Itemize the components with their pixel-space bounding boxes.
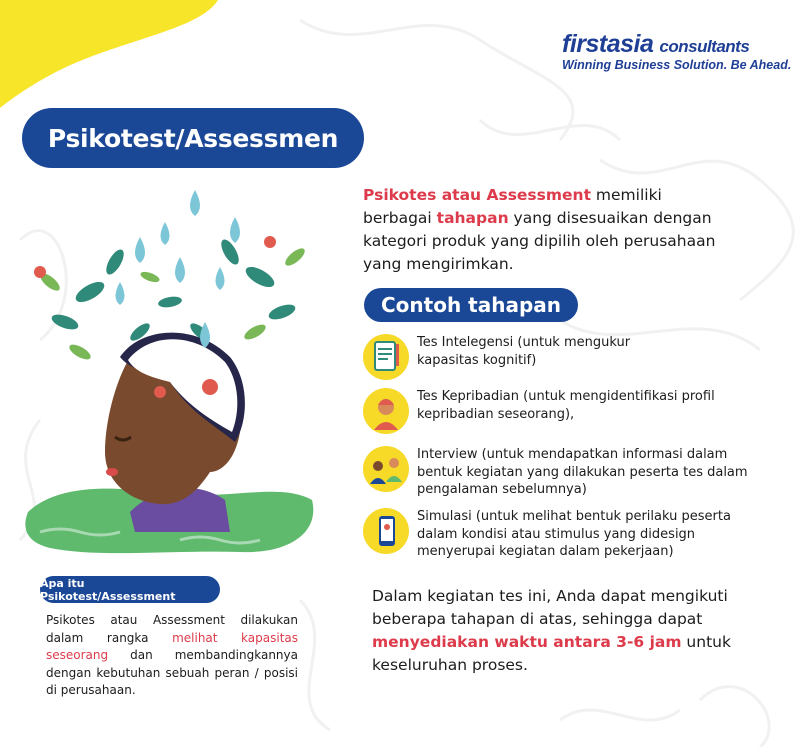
step-label: Interview (untuk mendapatkan informasi dalam bentuk kegiatan yang dilakukan peserta tes dalam pengalaman sebelumnya) — [417, 447, 748, 497]
section-label-contoh: Contoh tahapan — [364, 288, 578, 322]
intro-text-2: yang disesuaikan dengan kategori produk yang dipilih oleh perusahaan yang mengirimkan. — [363, 209, 716, 273]
company-logo — [562, 30, 791, 72]
step-item-intelegensi — [363, 334, 672, 380]
intro-text-1: memiliki berbagai — [363, 186, 662, 227]
closing-highlight: menyediakan waktu antara 3-6 jam — [372, 633, 682, 651]
interview-icon — [363, 446, 409, 492]
closing-paragraph — [372, 585, 752, 677]
step-item-interview — [363, 446, 753, 499]
apa-paragraph — [46, 612, 298, 700]
yellow-corner-shape — [0, 0, 220, 110]
step-item-kepribadian — [363, 388, 747, 434]
step-label: Tes Intelegensi (untuk mengukur kapasitas kognitif) — [417, 335, 631, 368]
simulation-icon — [363, 508, 409, 554]
checklist-icon — [363, 334, 409, 380]
logo-suffix: consultants — [659, 37, 750, 56]
apa-text-2: dan membandingkannya dengan kebutuhan sebuah peran / posisi di perusahaan. — [46, 648, 298, 697]
intro-highlight-1: Psikotes atau Assessment — [363, 186, 591, 204]
intro-highlight-2: tahapan — [436, 209, 509, 227]
logo-tagline: Winning Business Solution. Be Ahead. — [562, 58, 792, 72]
person-icon — [363, 388, 409, 434]
apa-text-1: Psikotes atau Assessment dilakukan dalam rangka — [46, 613, 298, 645]
closing-text-2: untuk keseluruhan proses. — [372, 633, 731, 674]
step-item-simulasi — [363, 508, 749, 561]
step-label: Simulasi (untuk melihat bentuk perilaku peserta dalam kondisi atau stimulus yang didesign menyerupai kegiatan dalam pekerjaan) — [417, 509, 731, 559]
apa-highlight: melihat kapasitas seseorang — [46, 630, 299, 662]
step-label: Tes Kepribadian (untuk mengidentifikasi profil kepribadian seseorang), — [417, 389, 715, 422]
logo-brand: firstasia — [562, 30, 654, 58]
intro-paragraph — [363, 184, 733, 276]
page-title: Psikotest/Assessmen — [22, 108, 364, 168]
apa-label: Apa itu Psikotest/Assessment — [40, 576, 220, 603]
closing-text-1: Dalam kegiatan tes ini, Anda dapat mengikuti beberapa tahapan di atas, sehingga dapat — [372, 587, 728, 628]
head-illustration — [20, 182, 320, 560]
